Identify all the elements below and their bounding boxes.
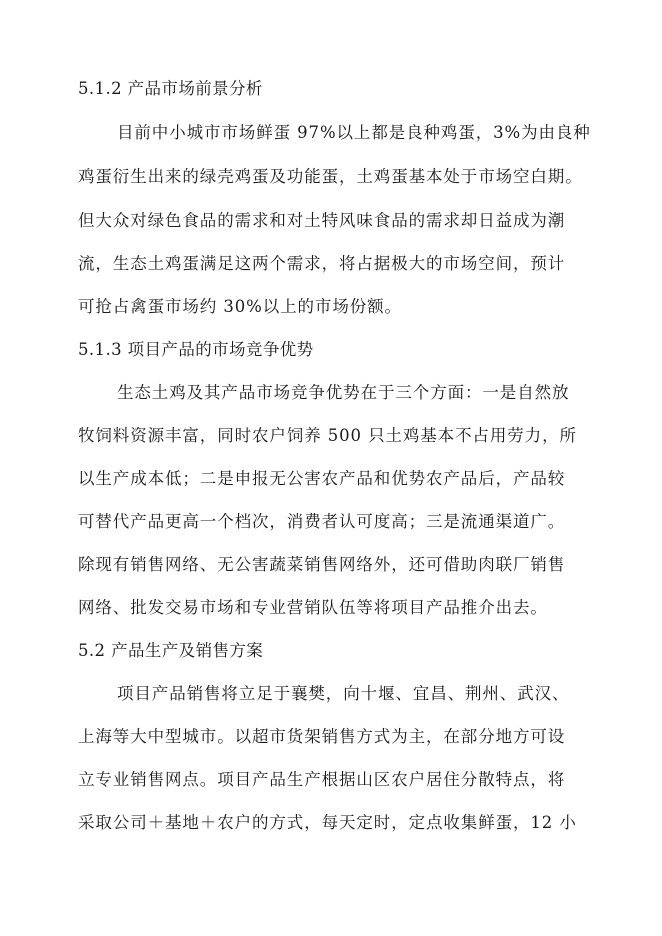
paragraph-line: 上海等大中型城市。以超市货架销售方式为主，在部分地方可设 — [78, 727, 566, 746]
paragraph-line: 流，生态土鸡蛋满足这两个需求，将占据极大的市场空间，预计 — [78, 254, 566, 273]
paragraph-line: 但大众对绿色食品的需求和对土特风味食品的需求却日益成为潮 — [78, 211, 566, 230]
paragraph-line: 以生产成本低；二是申报无公害农产品和优势农产品后，产品较 — [78, 469, 566, 488]
paragraph-line: 项目产品销售将立足于襄樊，向十堰、宜昌、荆州、武汉、 — [117, 684, 570, 703]
paragraph-line: 鸡蛋衍生出来的绿壳鸡蛋及功能蛋，土鸡蛋基本处于市场空白期。 — [78, 167, 583, 186]
paragraph-line: 除现有销售网络、无公害蔬菜销售网络外，还可借助肉联厂销售 — [78, 555, 566, 574]
paragraph-line: 可替代产品更高一个档次，消费者认可度高；三是流通渠道广。 — [78, 512, 566, 531]
section-heading-5-1-2: 5.1.2 产品市场前景分析 — [78, 79, 263, 98]
section-heading-5-2: 5.2 产品生产及销售方案 — [78, 641, 264, 660]
paragraph-line: 可抢占禽蛋市场约 30%以上的市场份额。 — [78, 297, 402, 316]
paragraph-line: 网络、批发交易市场和专业营销队伍等将项目产品推介出去。 — [78, 598, 548, 617]
paragraph-line: 立专业销售网点。项目产品生产根据山区农户居住分散特点，将 — [78, 770, 566, 789]
paragraph-line: 牧饲料资源丰富，同时农户饲养 500 只土鸡基本不占用劳力，所 — [78, 426, 577, 445]
section-heading-5-1-3: 5.1.3 项目产品的市场竞争优势 — [78, 340, 314, 359]
paragraph-line: 目前中小城市市场鲜蛋 97%以上都是良种鸡蛋，3%为由良种 — [117, 123, 591, 142]
paragraph-line: 生态土鸡及其产品市场竞争优势在于三个方面：一是自然放 — [117, 383, 570, 402]
paragraph-line: 采取公司＋基地＋农户的方式，每天定时，定点收集鲜蛋，12 小 — [78, 813, 577, 832]
